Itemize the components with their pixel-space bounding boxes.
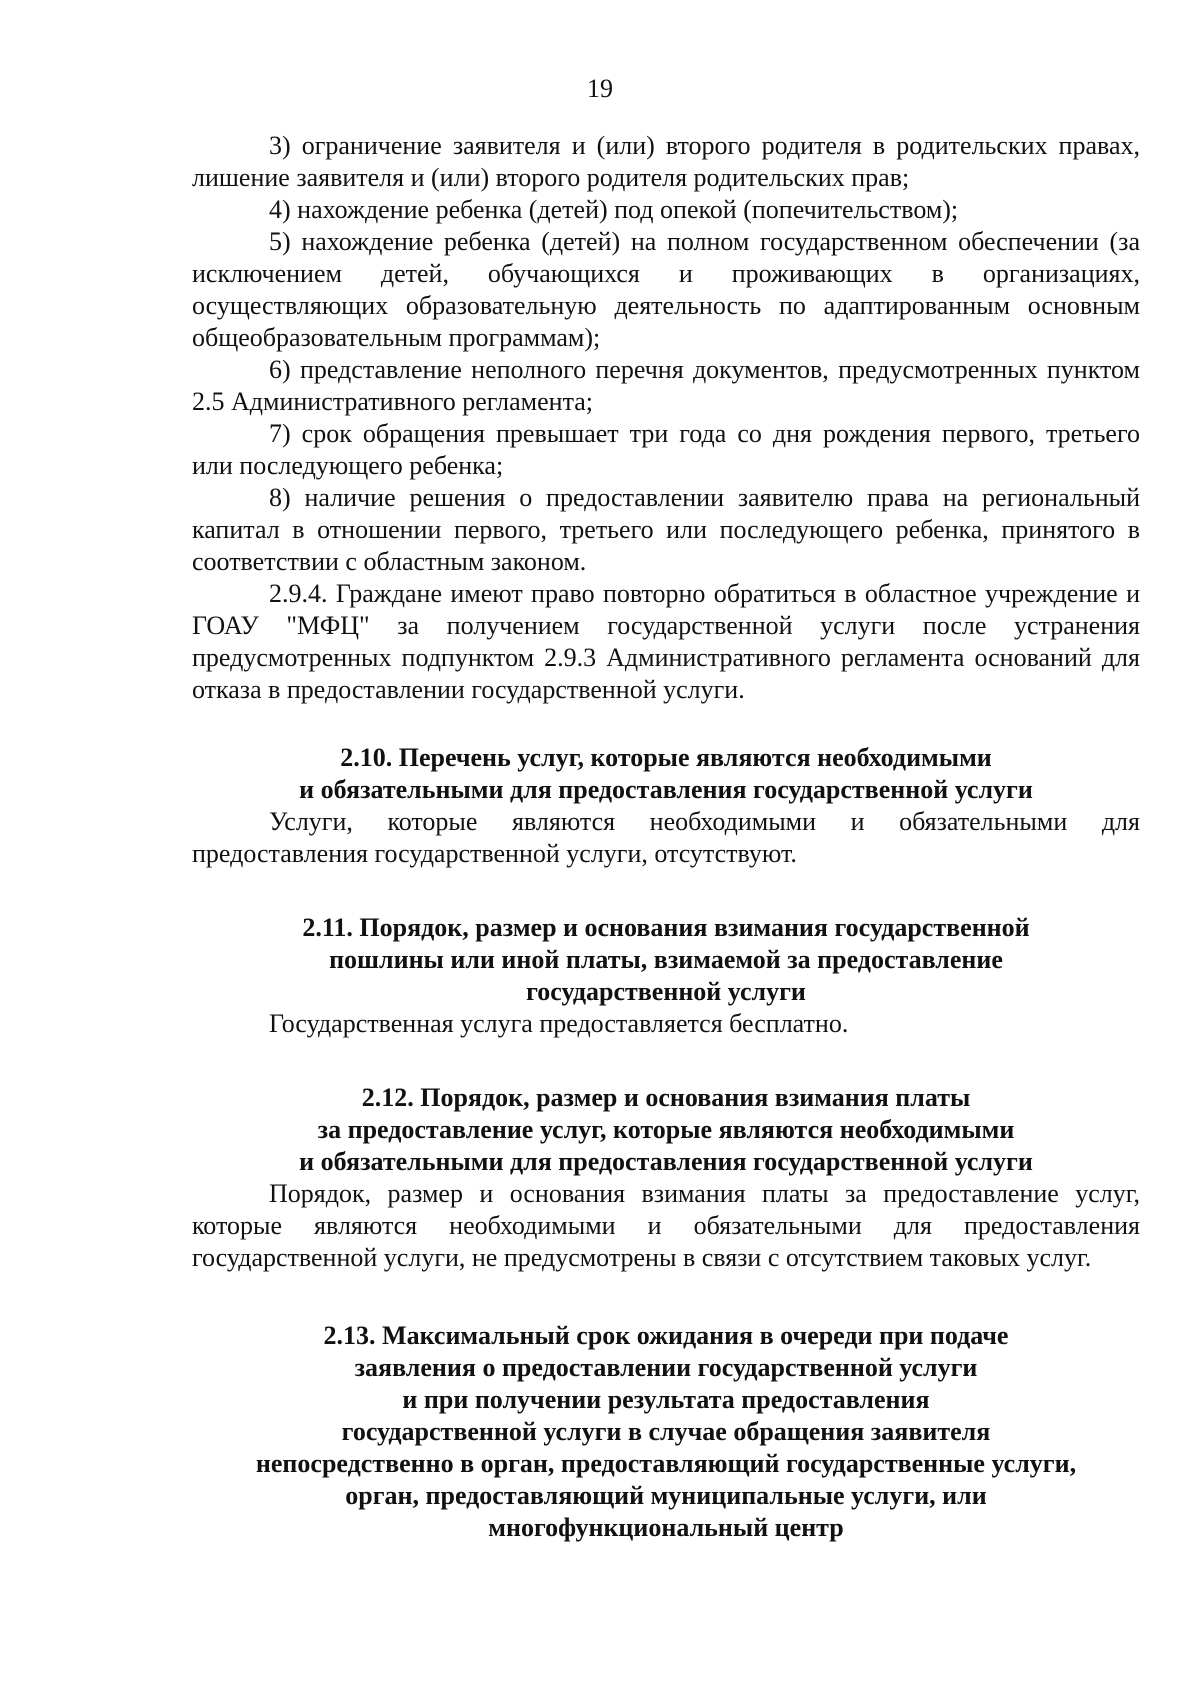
heading-2-11-line: пошлины или иной платы, взимаемой за предоставление [329, 945, 1003, 974]
heading-2-13-line: многофункциональный центр [488, 1513, 844, 1542]
heading-2-10-line: 2.10. Перечень услуг, которые являются необходимыми [340, 743, 992, 772]
heading-2-10 [192, 742, 1140, 806]
heading-2-13-line: государственной услуги в случае обращения заявителя [341, 1417, 991, 1446]
heading-2-13-line: орган, предоставляющий муниципальные услуги, или [345, 1481, 987, 1510]
heading-2-13-line: 2.13. Максимальный срок ожидания в очереди при подаче [323, 1321, 1009, 1350]
paragraph-2-12: Порядок, размер и основания взимания платы за предоставление услуг, которые являются необходимыми и обязательными для предоставления государственной услуги, не предусмотрены в связи с отсутствием таковых услуг. [192, 1179, 1140, 1272]
heading-2-12-line: и обязательными для предоставления государственной услуги [299, 1147, 1033, 1176]
document-body [192, 130, 1140, 1544]
heading-2-12-line: за предоставление услуг, которые являются необходимыми [317, 1115, 1015, 1144]
page-number: 19 [587, 74, 613, 103]
list-item-6: 6) представление неполного перечня документов, предусмотренных пунктом 2.5 Административного регламента; [192, 355, 1140, 416]
heading-2-12-line: 2.12. Порядок, размер и основания взимания платы [361, 1083, 971, 1112]
heading-2-11 [192, 912, 1140, 1008]
paragraph-2-10: Услуги, которые являются необходимыми и обязательными для предоставления государственной услуги, отсутствуют. [192, 807, 1140, 868]
heading-2-11-line: государственной услуги [526, 977, 806, 1006]
list-item-4: 4) нахождение ребенка (детей) под опекой (попечительством); [269, 195, 959, 224]
heading-2-12 [192, 1082, 1140, 1178]
paragraph-2-9-4: 2.9.4. Граждане имеют право повторно обратиться в областное учреждение и ГОАУ "МФЦ" за получением государственной услуги после устранения предусмотренных подпунктом 2.9.3 Административного регламента оснований для отказа в предоставлении государственной услуги. [192, 579, 1140, 704]
list-item-8: 8) наличие решения о предоставлении заявителю права на региональный капитал в отношении первого, третьего или последующего ребенка, принятого в соответствии с областным законом. [192, 483, 1140, 576]
heading-2-13 [192, 1320, 1140, 1544]
list-item-5: 5) нахождение ребенка (детей) на полном государственном обеспечении (за исключением детей, обучающихся и проживающих в организациях, осуществляющих образовательную деятельность по адаптированным основным общеобразовательным программам); [192, 227, 1140, 352]
heading-2-13-line: непосредственно в орган, предоставляющий государственные услуги, [255, 1449, 1077, 1478]
heading-2-13-line: и при получении результата предоставления [402, 1385, 930, 1414]
heading-2-13-line: заявления о предоставлении государственной услуги [354, 1353, 978, 1382]
heading-2-11-line: 2.11. Порядок, размер и основания взимания государственной [302, 913, 1030, 942]
list-item-7: 7) срок обращения превышает три года со дня рождения первого, третьего или последующего ребенка; [192, 419, 1140, 480]
list-item-3: 3) ограничение заявителя и (или) второго родителя в родительских правах, лишение заявителя и (или) второго родителя родительских прав; [192, 131, 1140, 192]
heading-2-10-line: и обязательными для предоставления государственной услуги [299, 775, 1033, 804]
paragraph-2-11: Государственная услуга предоставляется бесплатно. [269, 1009, 849, 1038]
